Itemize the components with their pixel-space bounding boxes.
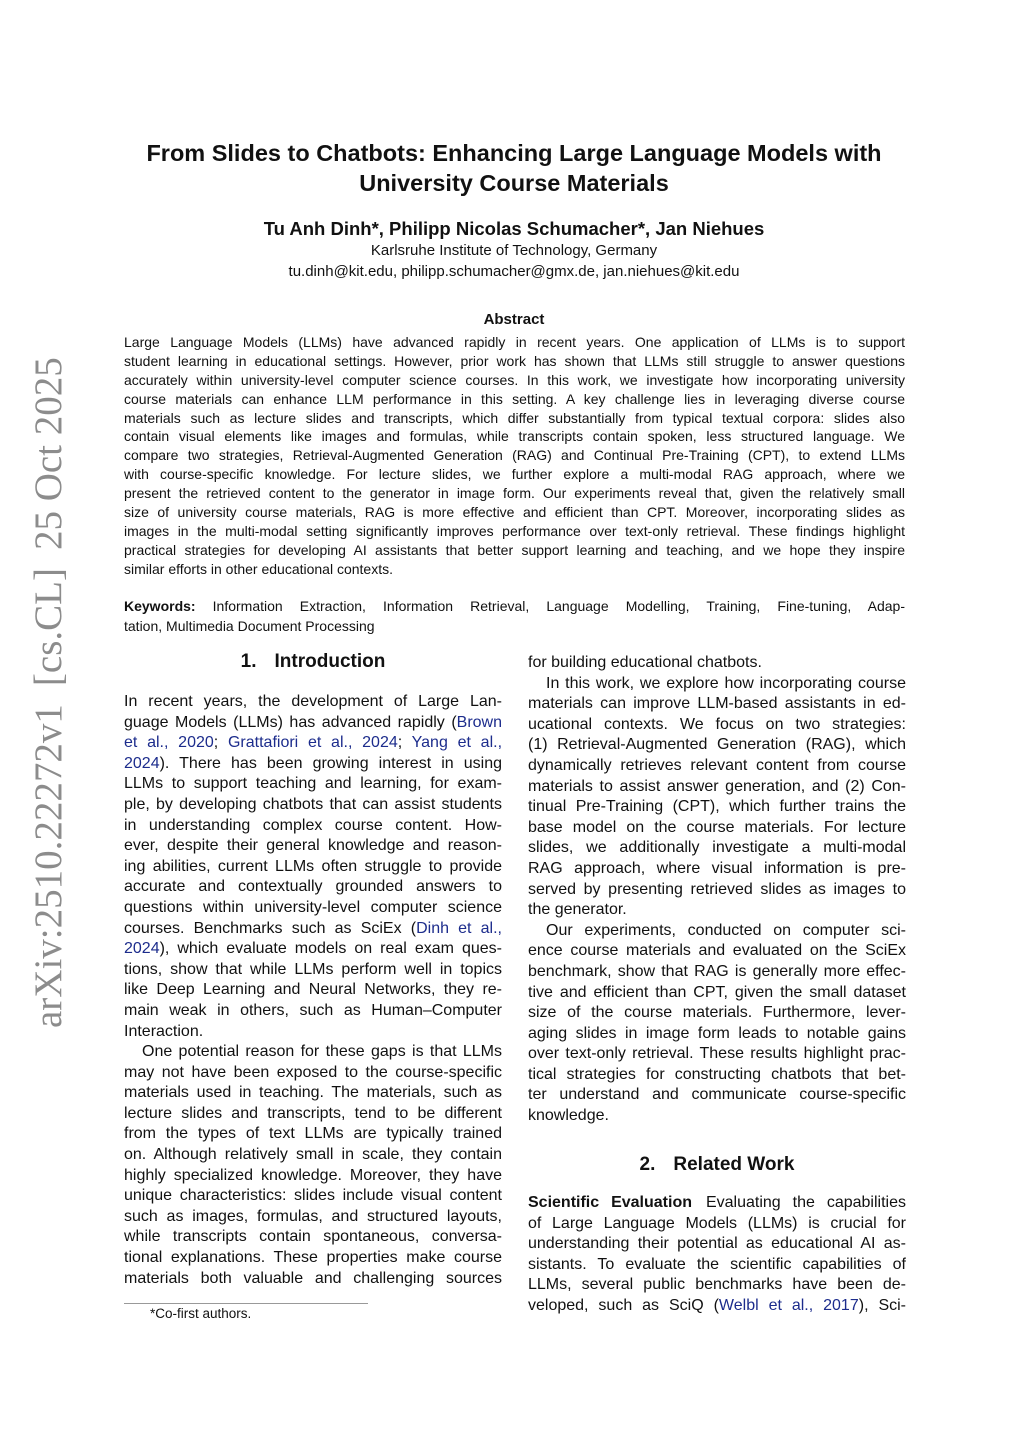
text-line: slides, we additionally investigate a multi-modal bbox=[528, 839, 906, 857]
text-line: from the types of text LLMs are typically trained bbox=[124, 1125, 502, 1143]
text-line: base model on the course materials. For lecture bbox=[528, 818, 906, 836]
text-line: in understanding complex course content. How- bbox=[124, 816, 502, 834]
text-line: tical strategies for constructing chatbots that bet- bbox=[528, 1065, 906, 1083]
text-line: aging slides in image form leads to notable gains bbox=[528, 1024, 906, 1042]
text-line: such as images, formulas, and structured layouts, bbox=[124, 1207, 502, 1225]
footnote-divider bbox=[124, 1303, 368, 1304]
text-line: ever, despite their general knowledge and reason- bbox=[124, 837, 502, 855]
text-line: like Deep Learning and Neural Networks, they re- bbox=[124, 981, 502, 999]
text-line: main weak in others, such as Human–Computer bbox=[124, 1001, 502, 1019]
left-column bbox=[124, 692, 502, 1289]
text-line: ter understand and communicate course-specific bbox=[528, 1086, 906, 1104]
text-span: ; bbox=[397, 734, 412, 752]
section-heading-related-work bbox=[528, 1154, 906, 1176]
section-number: 1. bbox=[240, 651, 257, 672]
text-line: materials can improve LLM-based assistants in ed- bbox=[528, 695, 906, 713]
abstract-line: student learning in educational settings. However, prior work has shown that LLMs still struggle to answer questions bbox=[124, 352, 905, 369]
text-line: may not have been exposed to the course-specific bbox=[124, 1063, 502, 1081]
text-line: One potential reason for these gaps is that LLMs bbox=[142, 1043, 502, 1061]
affiliation: Karlsruhe Institute of Technology, Germany bbox=[370, 242, 658, 259]
title-line-2: University Course Materials bbox=[359, 170, 669, 196]
citation-link[interactable]: Dinh et al., bbox=[416, 919, 502, 937]
text-line: the generator. bbox=[528, 901, 627, 919]
text-span: ), which evaluate models on real exam ques- bbox=[159, 940, 502, 958]
text-span: ), Sci- bbox=[858, 1296, 906, 1314]
arxiv-category: [cs.CL] bbox=[26, 568, 70, 687]
text-line: of Large Language Models (LLMs) is crucial for bbox=[528, 1214, 906, 1232]
arxiv-id: arXiv:2510.22272v1 bbox=[26, 704, 70, 1028]
citation-link[interactable]: et al., 2020 bbox=[124, 734, 214, 752]
text-line: materials both valuable and challenging sources bbox=[124, 1269, 502, 1287]
text-line: (1) Retrieval-Augmented Generation (RAG), which bbox=[528, 736, 906, 754]
text-line: In recent years, the development of Large Lan- bbox=[124, 693, 502, 710]
author-emails: tu.dinh@kit.edu, philipp.schumacher@gmx.de, jan.niehues@kit.edu bbox=[288, 263, 740, 280]
arxiv-date: 25 Oct 2025 bbox=[26, 357, 70, 551]
text-span: ; bbox=[213, 734, 228, 752]
text-line: highly specialized knowledge. Moreover, they have bbox=[124, 1166, 502, 1184]
text-line: tional explanations. These properties make course bbox=[124, 1249, 502, 1267]
text-span: Evaluating the capabilities bbox=[705, 1194, 906, 1211]
text-line: ple, by developing chatbots that can assist students bbox=[124, 795, 502, 813]
text-line: tinual Pre-Training (CPT), which further trains the bbox=[528, 798, 906, 816]
citation-link[interactable]: Yang et al., bbox=[411, 734, 503, 752]
title-line-1: From Slides to Chatbots: Enhancing Large Language Models with bbox=[146, 140, 882, 166]
text-line: tions, show that while LLMs perform well in topics bbox=[124, 960, 502, 978]
abstract-heading: Abstract bbox=[483, 311, 545, 328]
paragraph-run-in-heading: Scientific Evaluation bbox=[528, 1194, 692, 1211]
text-line: Interaction. bbox=[124, 1022, 204, 1040]
section-title: Introduction bbox=[274, 651, 386, 672]
abstract-line: with course-specific knowledge. For lecture slides, we further explore a multi-modal RAG approach, where we bbox=[124, 466, 905, 483]
text-line: Our experiments, conducted on computer sci- bbox=[546, 921, 906, 939]
right-column bbox=[528, 653, 906, 1127]
text-line: LLMs to support teaching and learning, for exam- bbox=[124, 775, 502, 793]
text-line: ence course materials and evaluated on the SciEx bbox=[528, 942, 906, 960]
text-line: ing abilities, current LLMs often struggle to provide bbox=[124, 857, 502, 875]
section-heading-introduction bbox=[124, 651, 502, 673]
abstract-line: practical strategies for developing AI assistants that better support learning and teaching, and we hope they inspire bbox=[124, 541, 905, 558]
arxiv-identifier bbox=[24, 228, 72, 1028]
text-line: accurate and contextually grounded answers to bbox=[124, 878, 502, 896]
text-span: ). There has been growing interest in using bbox=[159, 754, 502, 772]
abstract-line: accurately within university-level computer science courses. In this work, we investigate how incorporating university bbox=[124, 371, 905, 388]
text-line: served by presenting retrieved slides as images to bbox=[528, 880, 906, 898]
author-list: Tu Anh Dinh*, Philipp Nicolas Schumacher*, Jan Niehues bbox=[263, 218, 765, 239]
text-span: courses. Benchmarks such as SciEx ( bbox=[124, 919, 417, 937]
citation-link[interactable]: 2024 bbox=[124, 940, 160, 958]
keywords-line-2: tation, Multimedia Document Processing bbox=[124, 617, 375, 634]
abstract-body bbox=[124, 333, 905, 579]
abstract-line: present the retrieved content to the generator in image form. Our experiments reveal that, given the relatively small bbox=[124, 485, 905, 502]
footnote: *Co-first authors. bbox=[150, 1306, 252, 1321]
abstract-line: Large Language Models (LLMs) have advanced rapidly in recent years. One application of LLMs is to support bbox=[124, 334, 905, 350]
abstract-line: size of university course materials, RAG is more effective and efficient than CPT. Moreover, incorporating slides as bbox=[124, 504, 905, 521]
text-line: questions within university-level computer science bbox=[124, 898, 502, 916]
text-line: benchmark, show that RAG is generally more effec- bbox=[528, 962, 906, 980]
text-line: In this work, we explore how incorporating course bbox=[546, 674, 906, 692]
text-span: veloped, such as SciQ ( bbox=[528, 1296, 719, 1314]
section-number: 2. bbox=[639, 1154, 656, 1175]
keywords bbox=[124, 597, 905, 636]
related-work-body bbox=[528, 1193, 906, 1317]
text-line: dynamically retrieves relevant content from course bbox=[528, 756, 906, 774]
text-line: LLMs, several public benchmarks have been de- bbox=[528, 1276, 906, 1294]
paper-title bbox=[100, 138, 928, 198]
text-line: materials to assist answer generation, and (2) Con- bbox=[528, 777, 906, 795]
section-title: Related Work bbox=[673, 1154, 795, 1175]
text-line: lecture slides and transcripts, tend to be different bbox=[124, 1104, 502, 1122]
text-line: understanding their potential as educational AI as- bbox=[528, 1235, 906, 1253]
abstract-line: images in the multi-modal setting significantly improves performance over text-only retrieval. These findings highlight bbox=[124, 522, 905, 539]
keywords-line-1: Information Extraction, Information Retrieval, Language Modelling, Training, Fine-tuning, Adap- bbox=[212, 598, 905, 614]
citation-link[interactable]: 2024 bbox=[124, 754, 160, 772]
text-line: knowledge. bbox=[528, 1107, 609, 1125]
citation-link[interactable]: Brown bbox=[456, 713, 502, 731]
text-line: for building educational chatbots. bbox=[528, 654, 762, 671]
abstract-line: course materials can enhance LLM performance in this setting. A key challenge lies in leveraging diverse course bbox=[124, 390, 905, 407]
text-line: RAG approach, where visual information is pre- bbox=[528, 859, 906, 877]
text-line: size of the course materials. Furthermore, lever- bbox=[528, 1004, 906, 1022]
text-line: unique characteristics: slides include visual content bbox=[124, 1187, 502, 1205]
keywords-label: Keywords: bbox=[124, 598, 196, 614]
text-line: materials used in teaching. The materials, such as bbox=[124, 1084, 502, 1102]
text-line: tive and efficient than CPT, given the small dataset bbox=[528, 983, 906, 1001]
text-line: over text-only retrieval. These results highlight prac- bbox=[528, 1045, 906, 1063]
abstract-line: materials such as lecture slides and transcripts, which differ substantially from typical textual corpora: slides also bbox=[124, 409, 905, 426]
abstract-line: compare two strategies, Retrieval-Augmented Generation (RAG) and Continual Pre-Training (CPT), to extend LLMs bbox=[124, 447, 905, 464]
text-line: ucational contexts. We focus on two strategies: bbox=[528, 715, 906, 733]
abstract-line: contain visual elements like images and formulas, while transcripts contain spoken, less structured language. We bbox=[124, 428, 905, 445]
text-line: on. Although relatively small in scale, they contain bbox=[124, 1146, 502, 1164]
abstract-line: similar efforts in other educational contexts. bbox=[124, 560, 393, 577]
citation-link[interactable]: Grattafiori et al., 2024 bbox=[227, 734, 398, 752]
text-line: sistants. To evaluate the scientific capabilities of bbox=[528, 1255, 906, 1273]
text-line: while transcripts contain spontaneous, conversa- bbox=[124, 1228, 502, 1246]
text-span: guage Models (LLMs) has advanced rapidly ( bbox=[124, 713, 457, 731]
citation-link[interactable]: Welbl et al., 2017 bbox=[718, 1296, 859, 1314]
